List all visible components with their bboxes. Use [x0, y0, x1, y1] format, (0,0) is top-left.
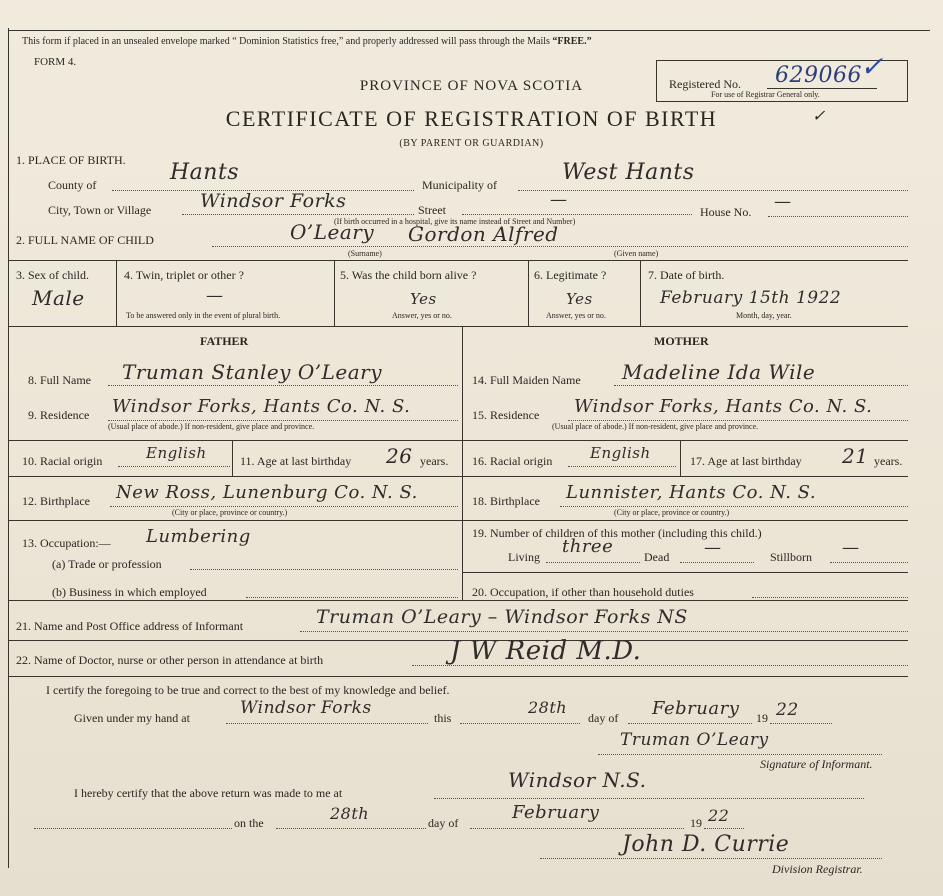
father-racial-line [118, 466, 230, 467]
registrar-day: 28th [330, 804, 370, 823]
mother-heading: MOTHER [654, 334, 709, 348]
alive-value: Yes [410, 290, 437, 308]
given-this-label: this [434, 711, 452, 725]
father-name-line [108, 385, 458, 386]
alive-note: Answer, yes or no. [392, 311, 452, 320]
mother-name-value: Madeline Ida Wile [622, 360, 816, 384]
house-value: — [774, 192, 792, 212]
mother-occupation-label: 20. Occupation, if other than household duties [472, 585, 694, 599]
given-year: 22 [776, 700, 799, 720]
row3-div-2 [334, 260, 335, 326]
date-note: Month, day, year. [736, 311, 792, 320]
twin-value: — [206, 286, 224, 306]
father-racial-label: 10. Racial origin [22, 454, 103, 468]
city-value: Windsor Forks [200, 190, 347, 212]
registrar-note: For use of Registrar General only. [711, 90, 820, 99]
center-divider [462, 326, 463, 600]
row3-div-4 [640, 260, 641, 326]
registered-label: Registered No. [669, 77, 741, 91]
given-at-line [226, 723, 428, 724]
father-age-divider [232, 440, 233, 476]
trade-line [190, 569, 458, 570]
mother-age-label: 17. Age at last birthday [690, 454, 802, 468]
father-residence-value: Windsor Forks, Hants Co. N. S. [112, 396, 411, 417]
given-year-line [770, 723, 832, 724]
mother-name-line [614, 385, 908, 386]
father-residence-label: 9. Residence [28, 408, 90, 422]
row3-div-3 [528, 260, 529, 326]
registrar-statement: I hereby certify that the above return was made to me at [74, 786, 343, 800]
certify-statement: I certify the foregoing to be true and correct to the best of my knowledge and belief. [46, 683, 450, 697]
father-age-value: 26 [386, 444, 413, 468]
mother-row-line-3 [462, 572, 908, 573]
doctor-label: 22. Name of Doctor, nurse or other person in attendance at birth [16, 653, 324, 667]
twin-note: To be answered only in the event of plural birth. [126, 311, 281, 320]
given-month: February [652, 698, 740, 719]
registered-underline [767, 88, 877, 89]
province-title: PROVINCE OF NOVA SCOTIA [359, 78, 584, 94]
mother-birthplace-label: 18. Birthplace [472, 494, 540, 508]
county-label: County of [48, 178, 97, 192]
registrar-signature-line [540, 858, 882, 859]
father-row-line-2 [8, 476, 462, 477]
mother-racial-label: 16. Racial origin [472, 454, 553, 468]
blue-check-mark: ✓ [860, 50, 884, 83]
registrar-day-line [276, 828, 426, 829]
father-occupation-label: 13. Occupation:— [22, 536, 111, 550]
certificate-subtitle: (BY PARENT OR GUARDIAN) [399, 138, 544, 149]
row3-bottom-border [8, 326, 908, 327]
checkmark: ✓ [812, 106, 826, 125]
surname-note: (Surname) [348, 249, 382, 258]
top-border [8, 30, 930, 31]
father-occupation-value: Lumbering [146, 526, 251, 547]
father-years-label: years. [420, 454, 449, 468]
alive-label: 5. Was the child born alive ? [340, 268, 477, 282]
twin-label: 4. Twin, triplet or other ? [124, 268, 244, 282]
given-day-of-label: day of [588, 711, 619, 725]
legit-note: Answer, yes or no. [546, 311, 606, 320]
stillborn-line [830, 562, 908, 563]
child-name-line [212, 246, 908, 247]
sex-label: 3. Sex of child. [16, 268, 89, 282]
mother-name-label: 14. Full Maiden Name [472, 373, 581, 387]
mother-residence-value: Windsor Forks, Hants Co. N. S. [574, 396, 873, 417]
city-line [182, 214, 414, 215]
registrar-signature: John D. Currie [622, 832, 790, 857]
form-number: FORM 4. [34, 56, 77, 68]
father-birthplace-label: 12. Birthplace [22, 494, 90, 508]
city-label: City, Town or Village [48, 203, 152, 217]
stillborn-value: — [842, 538, 860, 558]
doctor-value: J W Reid M.D. [450, 636, 642, 666]
trade-label: (a) Trade or profession [52, 557, 162, 571]
mother-residence-line [568, 420, 908, 421]
mother-racial-value: English [590, 444, 651, 462]
date-label: 7. Date of birth. [648, 268, 725, 282]
informant-signature-label: Signature of Informant. [760, 757, 873, 771]
business-label: (b) Business in which employed [52, 585, 207, 599]
mother-birthplace-line [560, 506, 908, 507]
father-name-label: 8. Full Name [28, 373, 91, 387]
municipality-line [518, 190, 908, 191]
municipality-value: West Hants [562, 160, 695, 185]
children-label: 19. Number of children of this mother (including this child.) [472, 526, 762, 540]
registrar-day-of-label: day of [428, 816, 459, 830]
informant-value: Truman O’Leary – Windsor Forks NS [316, 606, 688, 628]
given-note: (Given name) [614, 249, 659, 258]
row3-div-1 [116, 260, 117, 326]
registrar-place-line [434, 798, 864, 799]
county-value: Hants [170, 160, 240, 185]
mother-birthplace-note: (City or place, province or country.) [614, 508, 730, 517]
place-of-birth-label: 1. PLACE OF BIRTH. [16, 153, 126, 167]
given-at-label: Given under my hand at [74, 711, 190, 725]
certificate-title: CERTIFICATE OF REGISTRATION OF BIRTH [225, 106, 718, 131]
father-residence-line [108, 420, 458, 421]
registrar-signature-label: Division Registrar. [772, 862, 863, 876]
given-month-line [628, 723, 752, 724]
registrar-on-label: on the [234, 816, 264, 830]
mother-years-label: years. [874, 454, 903, 468]
registrar-month-line [470, 828, 684, 829]
mother-age-value: 21 [842, 444, 869, 468]
living-line [546, 562, 640, 563]
legit-value: Yes [566, 290, 593, 308]
dead-label: Dead [644, 550, 670, 564]
house-line [768, 216, 908, 217]
business-line [246, 597, 458, 598]
father-heading: FATHER [200, 334, 249, 348]
dead-value: — [704, 538, 722, 558]
child-surname: O’Leary [290, 220, 375, 244]
registrar-year-prefix: 19 [690, 816, 702, 830]
informant-signature: Truman O’Leary [620, 730, 769, 750]
father-birthplace-note: (City or place, province or country.) [172, 508, 288, 517]
father-birthplace-line [110, 506, 458, 507]
child-name-label: 2. FULL NAME OF CHILD [16, 233, 154, 247]
mother-row-line-1 [462, 440, 908, 441]
informant-label: 21. Name and Post Office address of Informant [16, 619, 244, 633]
house-label: House No. [700, 205, 752, 219]
child-given-name: Gordon Alfred [408, 222, 559, 246]
registered-number: 629066 [775, 63, 862, 88]
stillborn-label: Stillborn [770, 550, 813, 564]
left-border [8, 28, 9, 868]
row3-top-border [8, 260, 908, 261]
father-birthplace-value: New Ross, Lunenburg Co. N. S. [116, 482, 418, 503]
registrar-year: 22 [708, 806, 730, 825]
father-age-label: 11. Age at last birthday [240, 454, 352, 468]
legit-label: 6. Legitimate ? [534, 268, 607, 282]
section-bottom-line [8, 600, 908, 601]
mother-occupation-line [752, 597, 908, 598]
given-year-prefix: 19 [756, 711, 768, 725]
doctor-bottom-line [8, 676, 908, 677]
informant-signature-line [598, 754, 882, 755]
living-label: Living [508, 550, 540, 564]
father-racial-value: English [146, 444, 207, 462]
dead-line [680, 562, 754, 563]
father-row-line-3 [8, 520, 908, 521]
father-name-value: Truman Stanley O’Leary [122, 360, 382, 384]
registrar-year-line [704, 828, 744, 829]
given-day-line [460, 723, 580, 724]
municipality-label: Municipality of [422, 178, 497, 192]
street-value: — [550, 190, 568, 210]
registrar-leading-line [34, 828, 232, 829]
hospital-note: (If birth occurred in a hospital, give its name instead of Street and Number) [334, 217, 576, 226]
sex-value: Male [32, 286, 85, 310]
registrar-month: February [512, 802, 600, 823]
father-residence-note: (Usual place of abode.) If non-resident, give place and province. [108, 422, 315, 431]
informant-line [300, 631, 908, 632]
street-line [462, 214, 692, 215]
mother-residence-note: (Usual place of abode.) If non-resident, give place and province. [552, 422, 759, 431]
registrar-place: Windsor N.S. [508, 768, 647, 792]
street-label: Street [418, 203, 446, 217]
living-value: three [562, 536, 614, 557]
mother-racial-line [568, 466, 676, 467]
date-value: February 15th 1922 [660, 288, 842, 308]
postal-notice: This form if placed in an unsealed envelope marked “ Dominion Statistics free,” and properly addressed will pass through the Mails “FREE.” [22, 36, 592, 47]
father-row-line-1 [8, 440, 462, 441]
given-day: 28th [528, 698, 568, 717]
given-at-place: Windsor Forks [240, 698, 372, 718]
mother-row-line-2 [462, 476, 908, 477]
mother-birthplace-value: Lunnister, Hants Co. N. S. [566, 482, 817, 503]
mother-age-divider [680, 440, 681, 476]
mother-residence-label: 15. Residence [472, 408, 540, 422]
